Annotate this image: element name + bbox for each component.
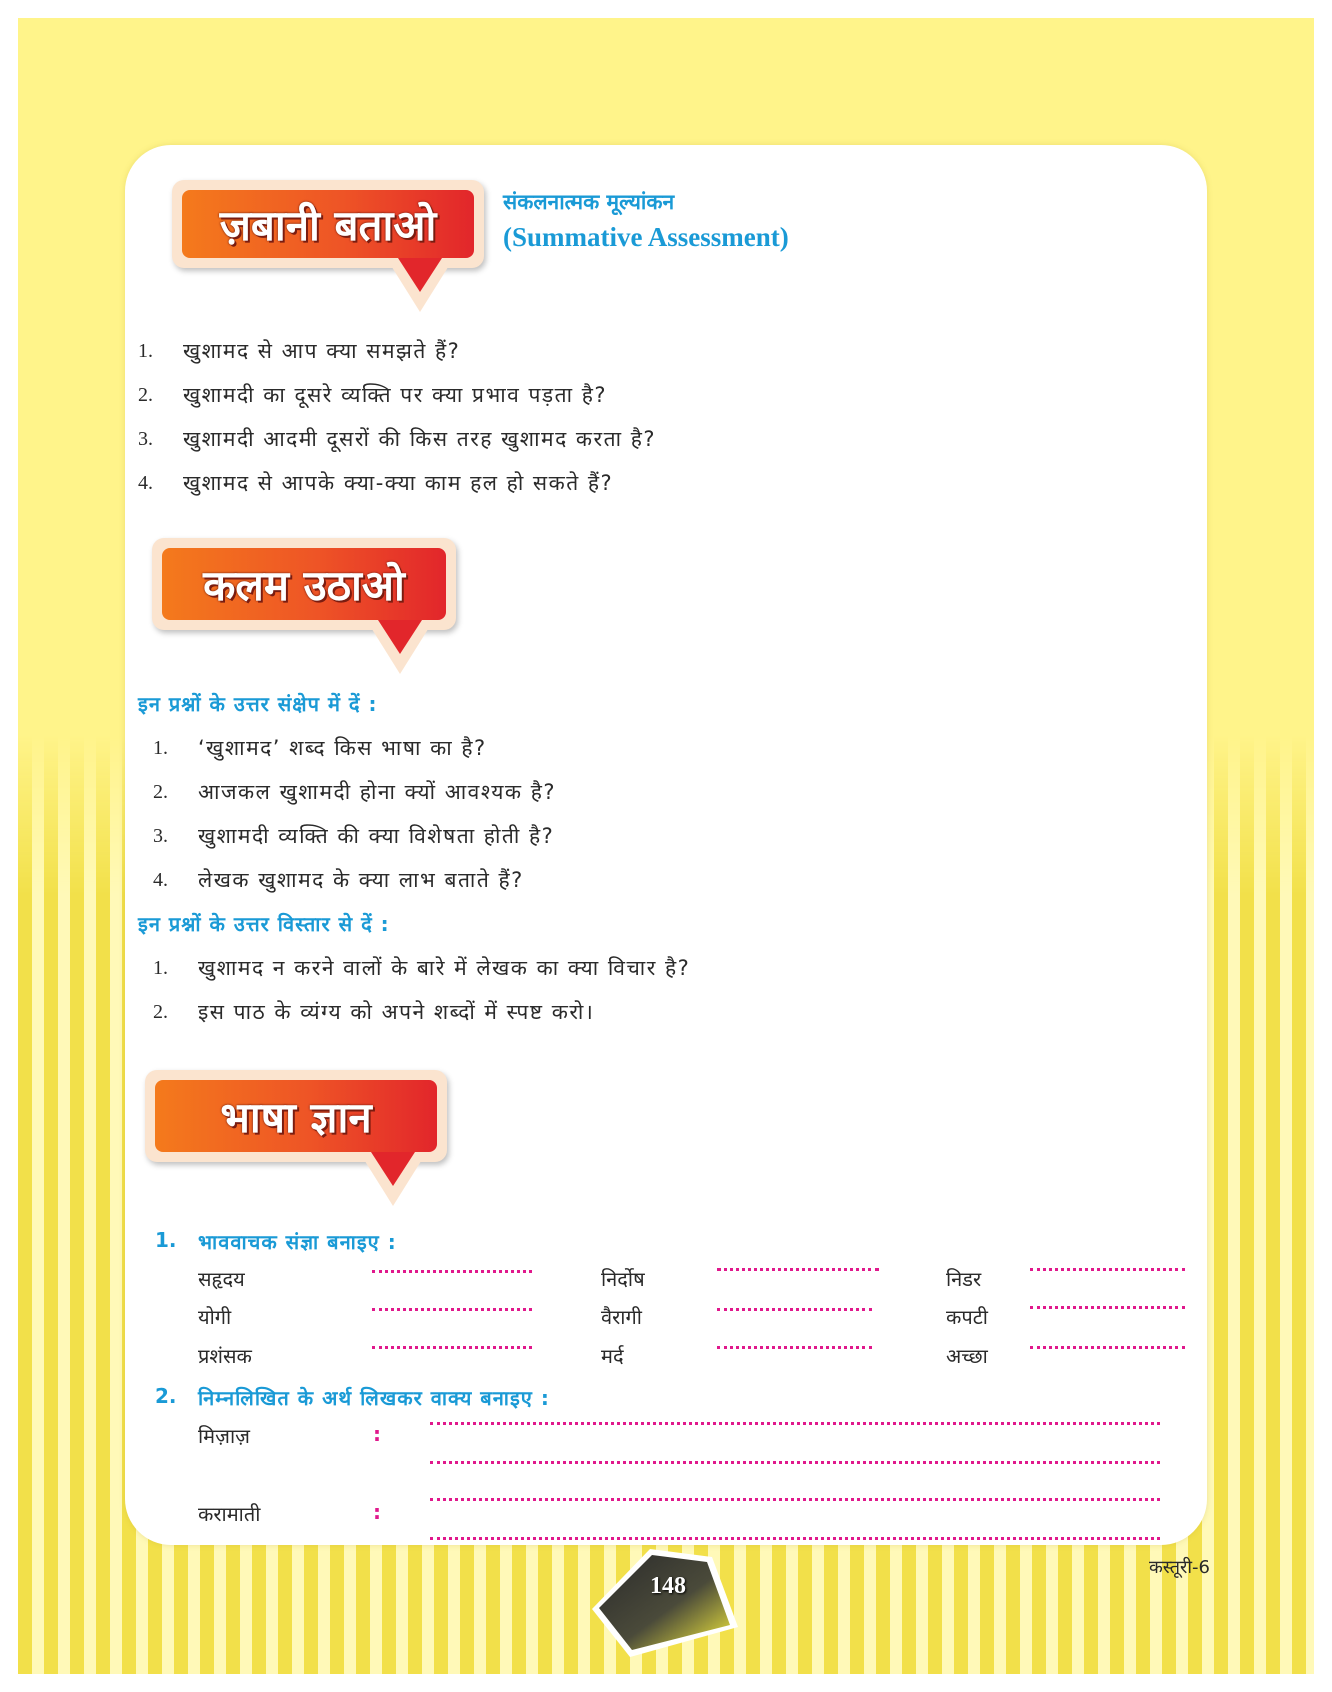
word-item: अच्छा xyxy=(946,1344,988,1368)
assessment-title: संकलनात्मक मूल्यांकन xyxy=(503,190,675,214)
meaning-word: करामाती xyxy=(198,1502,261,1526)
question-text: ‘खुशामद’ शब्द किस भाषा का है? xyxy=(198,736,487,760)
long-answer-heading: इन प्रश्नों के उत्तर विस्तार से दें : xyxy=(138,912,390,936)
grammar-q2-number: 2. xyxy=(155,1384,177,1408)
word-item: निर्दोष xyxy=(601,1267,645,1291)
word-item: योगी xyxy=(198,1305,232,1329)
answer-blank[interactable] xyxy=(372,1270,532,1273)
question-text: आजकल खुशामदी होना क्यों आवश्यक है? xyxy=(198,780,557,804)
question-number: 2. xyxy=(153,1001,168,1023)
grammar-q1-heading: भाववाचक संज्ञा बनाइए : xyxy=(198,1230,397,1254)
word-item: वैरागी xyxy=(601,1305,642,1329)
short-answer-heading: इन प्रश्नों के उत्तर संक्षेप में दें : xyxy=(138,692,378,716)
word-item: मर्द xyxy=(601,1344,624,1368)
question-number: 3. xyxy=(153,825,168,847)
answer-blank[interactable] xyxy=(717,1308,872,1311)
grammar-q1-number: 1. xyxy=(155,1228,177,1252)
page-number-badge xyxy=(590,1545,740,1660)
assessment-subtitle: (Summative Assessment) xyxy=(503,222,789,252)
answer-line[interactable] xyxy=(430,1422,1160,1425)
answer-blank[interactable] xyxy=(372,1346,532,1349)
banner-language-label: भाषा ज्ञान xyxy=(155,1080,437,1152)
question-text: खुशामद से आपके क्या-क्या काम हल हो सकते हैं? xyxy=(183,471,614,495)
question-text: लेखक खुशामद के क्या लाभ बताते हैं? xyxy=(198,868,524,892)
word-item: सहृदय xyxy=(198,1267,245,1291)
banner-oral-label: ज़बानी बताओ xyxy=(182,190,474,258)
banner-write-label: कलम उठाओ xyxy=(162,548,446,620)
question-text: खुशामदी व्यक्ति की क्या विशेषता होती है? xyxy=(198,824,555,848)
question-text: खुशामदी का दूसरे व्यक्ति पर क्या प्रभाव पड़ता है? xyxy=(183,383,608,407)
answer-blank[interactable] xyxy=(1030,1268,1185,1271)
answer-blank[interactable] xyxy=(717,1268,879,1271)
meaning-word: मिज़ाज़ xyxy=(198,1424,250,1448)
question-number: 2. xyxy=(153,781,168,803)
answer-blank[interactable] xyxy=(1030,1346,1185,1349)
banner-tail xyxy=(378,620,422,654)
banner-tail xyxy=(398,258,442,292)
banner-oral xyxy=(172,180,484,268)
word-item: प्रशंसक xyxy=(198,1344,252,1368)
answer-blank[interactable] xyxy=(372,1308,532,1311)
answer-line[interactable] xyxy=(430,1537,1160,1540)
question-number: 4. xyxy=(153,869,168,891)
question-number: 2. xyxy=(138,384,153,406)
banner-tail xyxy=(371,1152,415,1186)
page-number: 148 xyxy=(650,1573,686,1599)
question-number: 3. xyxy=(138,428,153,450)
question-text: खुशामद न करने वालों के बारे में लेखक का क्या विचार है? xyxy=(198,956,691,980)
question-text: खुशामदी आदमी दूसरों की किस तरह खुशामद करता है? xyxy=(183,427,656,451)
question-number: 1. xyxy=(153,737,168,759)
grammar-q2-heading: निम्नलिखित के अर्थ लिखकर वाक्य बनाइए : xyxy=(198,1386,550,1410)
answer-line[interactable] xyxy=(430,1461,1160,1464)
answer-line[interactable] xyxy=(430,1498,1160,1501)
word-item: निडर xyxy=(946,1267,982,1291)
separator-colon: : xyxy=(373,1500,381,1524)
answer-blank[interactable] xyxy=(717,1346,872,1349)
banner-language xyxy=(145,1070,447,1162)
question-text: इस पाठ के व्यंग्य को अपने शब्दों में स्पष्ट करो। xyxy=(198,1000,595,1024)
word-item: कपटी xyxy=(946,1305,988,1329)
banner-write xyxy=(152,538,456,630)
book-title: कस्तूरी-6 xyxy=(1148,1557,1210,1578)
question-number: 1. xyxy=(138,340,153,362)
question-text: खुशामद से आप क्या समझते हैं? xyxy=(183,339,461,363)
question-number: 4. xyxy=(138,472,153,494)
separator-colon: : xyxy=(373,1422,381,1446)
question-number: 1. xyxy=(153,957,168,979)
pentagon-shape xyxy=(590,1545,740,1660)
answer-blank[interactable] xyxy=(1030,1306,1185,1309)
